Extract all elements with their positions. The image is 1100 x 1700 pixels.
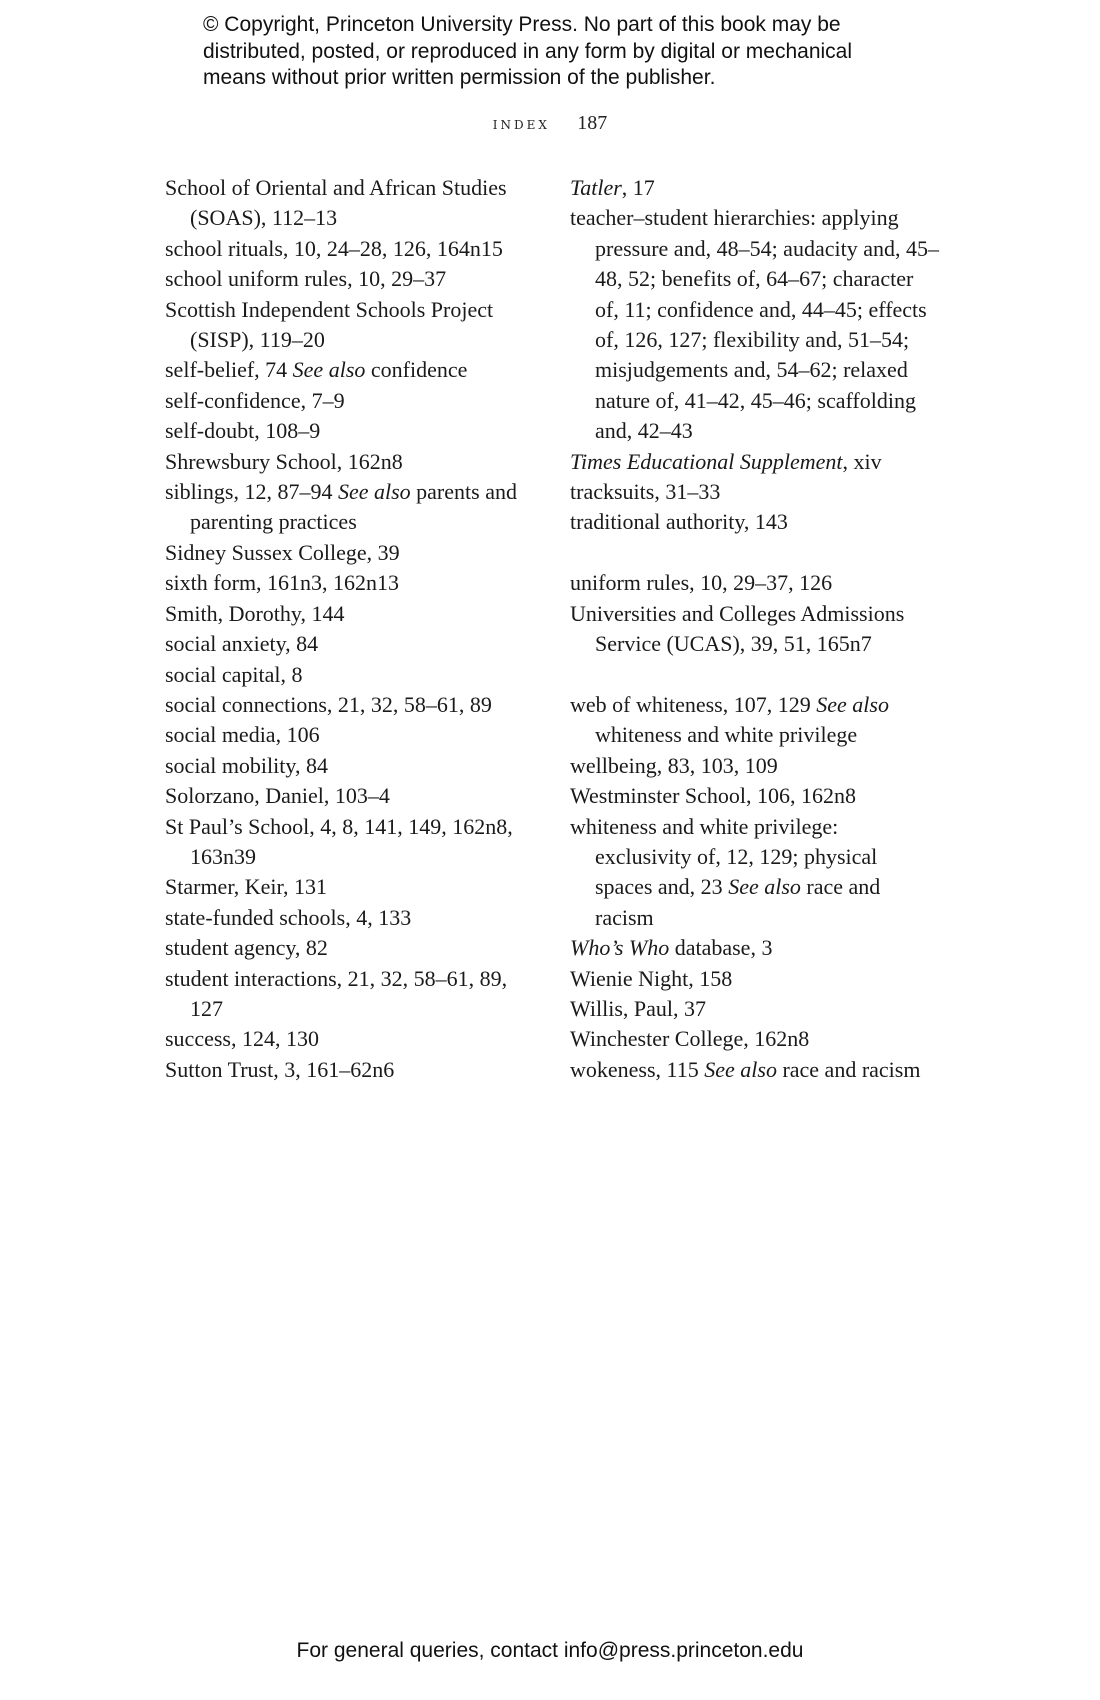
footer-contact — [0, 1639, 1100, 1663]
index-entry: social mobility, 84 — [165, 752, 328, 778]
index-entry: Sutton Trust, 3, 161–62n6 — [165, 1056, 395, 1082]
index-entry: school rituals, 10, 24–28, 126, 164n15 — [165, 235, 503, 261]
index-entry: Universities and Colleges Admissions Service (UCAS), 39, 51, 165n7 — [570, 600, 905, 657]
index-entry: self-doubt, 108–9 — [165, 418, 321, 444]
index-entry: state-funded schools, 4, 133 — [165, 904, 412, 930]
index-entry: sixth form, 161n3, 162n13 — [165, 570, 400, 596]
index-entry: whiteness and white privilege: exclusivity of, 12, 129; physical spaces and, 23 See also race and racism — [570, 813, 881, 930]
index-entry: social connections, 21, 32, 58–61, 89 — [165, 691, 492, 717]
index-entry: self-confidence, 7–9 — [165, 387, 345, 413]
letter-group-gap — [570, 659, 940, 689]
index-entry: Willis, Paul, 37 — [570, 995, 707, 1021]
index-entry: Tatler, 17 — [570, 175, 655, 200]
index-entry: School of Oriental and African Studies (SOAS), 112–13 — [165, 175, 507, 231]
index-entry: social media, 106 — [165, 722, 320, 748]
index-entry: siblings, 12, 87–94 See also parents and parenting practices — [165, 479, 517, 535]
letter-group-gap — [570, 538, 940, 568]
index-column-left — [165, 173, 535, 1085]
index-entry: Wienie Night, 158 — [570, 965, 733, 991]
index-entry: self-belief, 74 See also confidence — [165, 357, 468, 383]
index-entry: wellbeing, 83, 103, 109 — [570, 752, 778, 778]
index-entry: Sidney Sussex College, 39 — [165, 539, 400, 565]
index-entry: social anxiety, 84 — [165, 631, 319, 657]
index-entry: wokeness, 115 See also race and racism — [570, 1056, 921, 1082]
index-entry: Shrewsbury School, 162n8 — [165, 448, 403, 474]
index-entry: teacher–student hierarchies: applying pressure and, 48–54; audacity and, 45–48, 52; benefits of, 64–67; character of, 11; confidence and, 44–45; effects of, 126, 127; flexibility and, 51–54; misjudgements and, 54–62; relaxed nature of, 41–42, 45–46; scaffolding and, 42–43 — [570, 205, 939, 444]
index-entry: traditional authority, 143 — [570, 509, 788, 535]
page-number: 187 — [577, 112, 608, 134]
running-head-title: index — [492, 114, 550, 134]
index-entry: student agency, 82 — [165, 935, 328, 961]
copyright-notice — [203, 12, 923, 92]
index-entry: St Paul’s School, 4, 8, 141, 149, 162n8, 163n39 — [165, 813, 513, 869]
index-entry: Times Educational Supplement, xiv — [570, 448, 882, 474]
index-entry: social capital, 8 — [165, 661, 303, 687]
index-entry: Smith, Dorothy, 144 — [165, 600, 345, 626]
index-entry: Westminster School, 106, 162n8 — [570, 783, 857, 809]
index-entry: Winchester College, 162n8 — [570, 1026, 810, 1052]
index-entry: Starmer, Keir, 131 — [165, 874, 327, 900]
index-entry: uniform rules, 10, 29–37, 126 — [570, 570, 833, 596]
copyright-line: © Copyright, Princeton University Press. No part of this book may be — [203, 13, 841, 36]
index-entry: Who’s Who database, 3 — [570, 935, 773, 961]
running-head — [0, 112, 1100, 135]
index-entry: Scottish Independent Schools Project (SISP), 119–20 — [165, 296, 494, 353]
footer-contact-text: For general queries, contact info@press.princeton.edu — [296, 1639, 804, 1662]
index-entry: success, 124, 130 — [165, 1026, 319, 1052]
index-entry: tracksuits, 31–33 — [570, 479, 721, 505]
index-entry: web of whiteness, 107, 129 See also whiteness and white privilege — [570, 691, 889, 748]
copyright-line: means without prior written permission of the publisher. — [203, 66, 716, 89]
copyright-line: distributed, posted, or reproduced in any form by digital or mechanical — [203, 39, 853, 63]
index-entry: school uniform rules, 10, 29–37 — [165, 266, 447, 292]
index-column-right — [570, 173, 940, 1085]
index-entry: student interactions, 21, 32, 58–61, 89, 127 — [165, 965, 508, 1021]
index-entry: Solorzano, Daniel, 103–4 — [165, 783, 390, 809]
